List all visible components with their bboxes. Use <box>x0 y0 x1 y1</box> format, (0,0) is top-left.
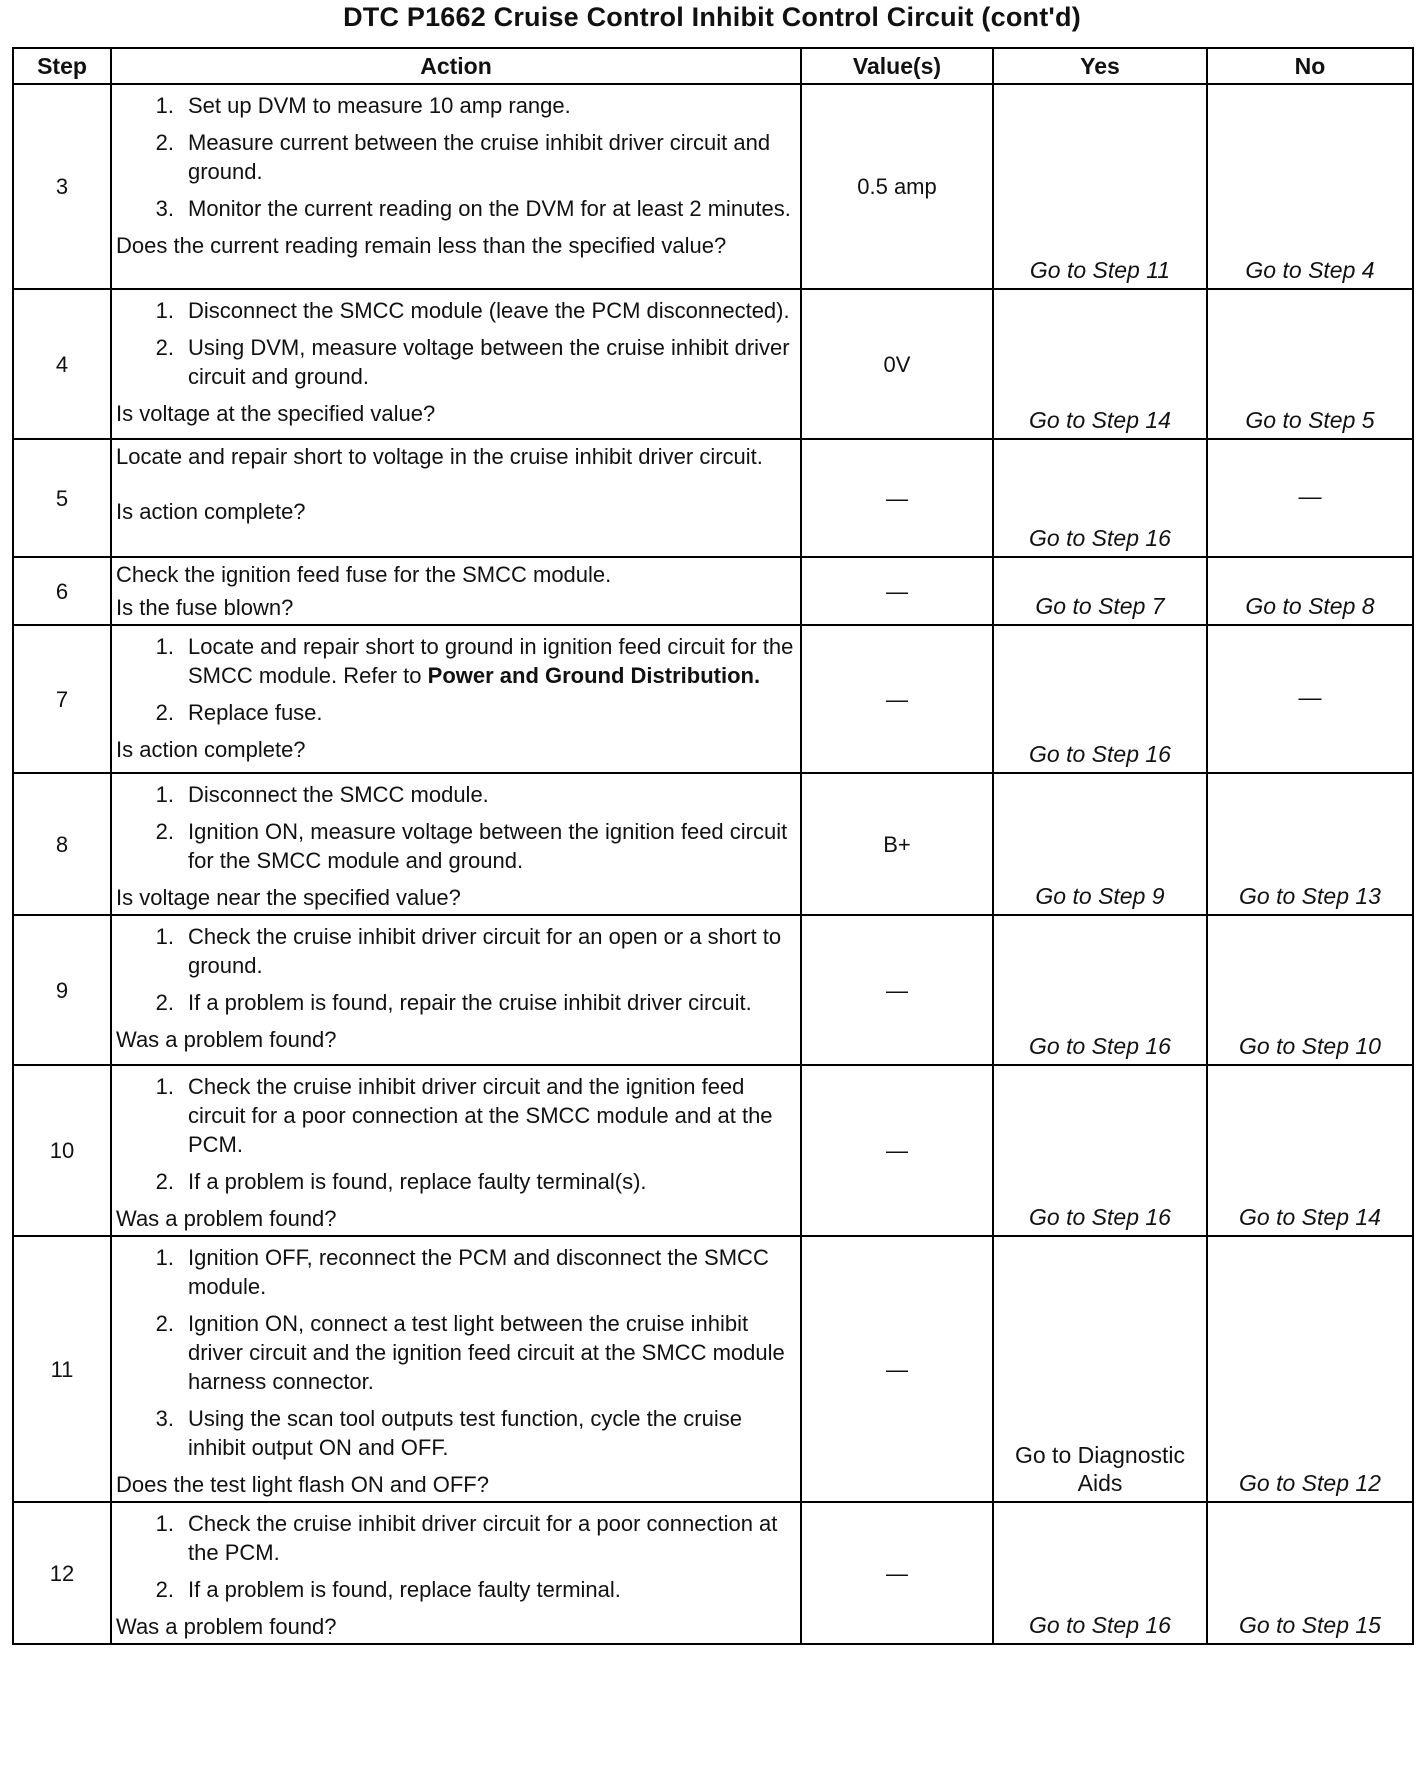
item-number: 1. <box>155 634 174 659</box>
item-number: 3. <box>155 196 174 221</box>
no-cell: Go to Step 5 <box>1207 289 1413 439</box>
item-text-wrap <box>188 988 794 1017</box>
value-cell: — <box>801 1236 993 1502</box>
step-number: 9 <box>13 915 111 1065</box>
item-text-wrap <box>188 817 794 875</box>
yes-cell: Go to Step 14 <box>993 289 1207 439</box>
value-cell: 0V <box>801 289 993 439</box>
action-question: Does the test light flash ON and OFF? <box>116 1472 489 1497</box>
no-cell: Go to Step 13 <box>1207 773 1413 915</box>
action-cell <box>111 289 801 439</box>
item-number: 1. <box>155 1074 174 1099</box>
value-cell: — <box>801 439 993 557</box>
item-number: 1. <box>155 93 174 118</box>
item-number: 2. <box>155 130 174 155</box>
action-cell <box>111 557 801 625</box>
item-text-wrap <box>188 194 794 223</box>
value-cell: — <box>801 915 993 1065</box>
action-cell <box>111 439 801 557</box>
action-cell <box>111 1065 801 1236</box>
cross-reference: Power and Ground Distribution. <box>427 663 761 688</box>
yes-cell: Go to Step 16 <box>993 1065 1207 1236</box>
item-text: Set up DVM to measure 10 amp range. <box>188 93 571 118</box>
header-no: No <box>1207 48 1413 84</box>
item-number: 2. <box>155 335 174 360</box>
no-cell: Go to Step 4 <box>1207 84 1413 289</box>
header-yes: Yes <box>993 48 1207 84</box>
item-text-wrap <box>188 1509 794 1567</box>
item-text-wrap <box>188 1404 794 1462</box>
item-number: 2. <box>155 819 174 844</box>
yes-cell: Go to Step 11 <box>993 84 1207 289</box>
action-question: Was a problem found? <box>116 1027 337 1052</box>
item-text-wrap <box>188 128 794 186</box>
item-number: 2. <box>155 1577 174 1602</box>
header-action: Action <box>111 48 801 84</box>
table-row <box>13 1065 1413 1236</box>
action-question: Is action complete? <box>116 499 306 524</box>
item-number: 3. <box>155 1406 174 1431</box>
item-number: 2. <box>155 1311 174 1336</box>
action-item <box>116 780 794 809</box>
item-text: Check the cruise inhibit driver circuit and the ignition feed circuit for a poor connection at the SMCC module and at the PCM. <box>188 1074 773 1157</box>
item-text: If a problem is found, repair the cruise inhibit driver circuit. <box>188 990 752 1015</box>
action-question: Is action complete? <box>116 737 306 762</box>
action-item <box>116 922 794 980</box>
action-question: Does the current reading remain less than the specified value? <box>116 233 727 258</box>
action-cell <box>111 1502 801 1644</box>
item-text: Check the cruise inhibit driver circuit for a poor connection at the PCM. <box>188 1511 778 1565</box>
action-item <box>116 194 794 223</box>
item-text: Ignition OFF, reconnect the PCM and disconnect the SMCC module. <box>188 1245 769 1299</box>
action-item <box>116 1072 794 1159</box>
item-text: Ignition ON, measure voltage between the ignition feed circuit for the SMCC module and ground. <box>188 819 788 873</box>
step-number: 4 <box>13 289 111 439</box>
table-row <box>13 915 1413 1065</box>
item-text: Disconnect the SMCC module (leave the PCM disconnected). <box>188 298 790 323</box>
item-text-wrap <box>188 1243 794 1301</box>
item-text-wrap <box>188 91 794 120</box>
item-text: Check the cruise inhibit driver circuit for an open or a short to ground. <box>188 924 782 978</box>
step-number: 10 <box>13 1065 111 1236</box>
item-number: 1. <box>155 298 174 323</box>
yes-cell: Go to Step 16 <box>993 625 1207 773</box>
value-cell: 0.5 amp <box>801 84 993 289</box>
item-text: Ignition ON, connect a test light between the cruise inhibit driver circuit and the ignition feed circuit at the SMCC module harness connector. <box>188 1311 785 1394</box>
item-number: 2. <box>155 1169 174 1194</box>
action-item <box>116 1404 794 1462</box>
table-row <box>13 1502 1413 1644</box>
action-question: Is the fuse blown? <box>116 595 294 620</box>
step-number: 8 <box>13 773 111 915</box>
item-text-wrap <box>188 698 794 727</box>
yes-cell: Go to Diagnostic Aids <box>993 1236 1207 1502</box>
action-item <box>116 1243 794 1301</box>
action-cell <box>111 915 801 1065</box>
no-cell: Go to Step 8 <box>1207 557 1413 625</box>
step-number: 7 <box>13 625 111 773</box>
item-text: Using DVM, measure voltage between the cruise inhibit driver circuit and ground. <box>188 335 790 389</box>
item-text-wrap <box>188 1309 794 1396</box>
table-row <box>13 625 1413 773</box>
step-number: 12 <box>13 1502 111 1644</box>
action-question: Is voltage near the specified value? <box>116 885 461 910</box>
table-row <box>13 773 1413 915</box>
table-row <box>13 439 1413 557</box>
item-number: 2. <box>155 700 174 725</box>
item-text: Measure current between the cruise inhibit driver circuit and ground. <box>188 130 771 184</box>
table-row <box>13 84 1413 289</box>
yes-cell: Go to Step 16 <box>993 1502 1207 1644</box>
item-text-wrap <box>188 1575 794 1604</box>
page-title: DTC P1662 Cruise Control Inhibit Control Circuit (cont'd) <box>343 2 1081 32</box>
item-text: If a problem is found, replace faulty terminal(s). <box>188 1169 647 1194</box>
yes-cell: Go to Step 16 <box>993 915 1207 1065</box>
value-cell: — <box>801 1502 993 1644</box>
action-cell <box>111 1236 801 1502</box>
action-item <box>116 296 794 325</box>
header-values: Value(s) <box>801 48 993 84</box>
action-item <box>116 1509 794 1567</box>
action-cell <box>111 625 801 773</box>
action-item <box>116 1167 794 1196</box>
no-cell: Go to Step 14 <box>1207 1065 1413 1236</box>
table-header-row <box>13 48 1413 84</box>
table-row <box>13 289 1413 439</box>
no-cell: Go to Step 15 <box>1207 1502 1413 1644</box>
item-number: 1. <box>155 1245 174 1270</box>
item-number: 1. <box>155 782 174 807</box>
yes-cell: Go to Step 9 <box>993 773 1207 915</box>
action-item <box>116 1309 794 1396</box>
action-item <box>116 128 794 186</box>
table-row <box>13 1236 1413 1502</box>
item-number: 2. <box>155 990 174 1015</box>
yes-cell: Go to Step 16 <box>993 439 1207 557</box>
action-text: Locate and repair short to voltage in the cruise inhibit driver circuit. <box>116 444 763 469</box>
action-question: Was a problem found? <box>116 1206 337 1231</box>
item-text: Using the scan tool outputs test function, cycle the cruise inhibit output ON and OFF. <box>188 1406 742 1460</box>
action-cell <box>111 84 801 289</box>
item-text-wrap <box>188 296 794 325</box>
item-text: Disconnect the SMCC module. <box>188 782 489 807</box>
item-text-wrap <box>188 333 794 391</box>
action-item <box>116 1575 794 1604</box>
value-cell: B+ <box>801 773 993 915</box>
value-cell: — <box>801 1065 993 1236</box>
action-item <box>116 632 794 690</box>
item-number: 1. <box>155 924 174 949</box>
no-cell: — <box>1207 625 1413 773</box>
action-item <box>116 333 794 391</box>
action-item <box>116 91 794 120</box>
step-number: 3 <box>13 84 111 289</box>
item-text: Locate and repair short to ground in ignition feed circuit for the SMCC module. Refer to <box>188 634 794 688</box>
step-number: 6 <box>13 557 111 625</box>
no-cell: Go to Step 10 <box>1207 915 1413 1065</box>
item-text-wrap <box>188 632 794 690</box>
value-cell: — <box>801 557 993 625</box>
no-cell: Go to Step 12 <box>1207 1236 1413 1502</box>
no-cell: — <box>1207 439 1413 557</box>
value-cell: — <box>801 625 993 773</box>
action-item <box>116 988 794 1017</box>
action-question: Was a problem found? <box>116 1614 337 1639</box>
action-item <box>116 698 794 727</box>
action-cell <box>111 773 801 915</box>
diagnostic-table <box>12 47 1414 1645</box>
item-text-wrap <box>188 922 794 980</box>
item-number: 1. <box>155 1511 174 1536</box>
step-number: 5 <box>13 439 111 557</box>
item-text: Monitor the current reading on the DVM for at least 2 minutes. <box>188 196 791 221</box>
action-text: Check the ignition feed fuse for the SMCC module. <box>116 562 612 587</box>
header-step: Step <box>13 48 111 84</box>
action-question: Is voltage at the specified value? <box>116 401 436 426</box>
item-text-wrap <box>188 780 794 809</box>
item-text: If a problem is found, replace faulty terminal. <box>188 1577 621 1602</box>
item-text-wrap <box>188 1072 794 1159</box>
item-text-wrap <box>188 1167 794 1196</box>
item-text: Replace fuse. <box>188 700 323 725</box>
step-number: 11 <box>13 1236 111 1502</box>
yes-cell: Go to Step 7 <box>993 557 1207 625</box>
table-row <box>13 557 1413 625</box>
action-item <box>116 817 794 875</box>
